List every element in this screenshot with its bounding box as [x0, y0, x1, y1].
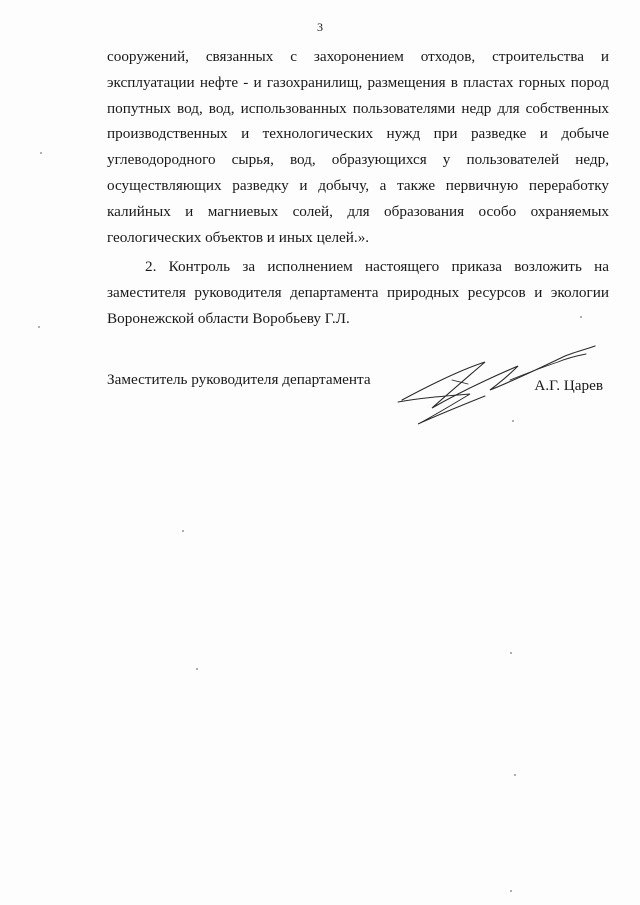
text-line: заместителя руководителя департамента природных ресурсов и экологии	[107, 283, 609, 301]
text-line: углеводородного сырья, вод, образующихся у пользователей недр,	[107, 151, 609, 169]
text-line: попутных вод, вод, использованных пользователями недр для собственных	[107, 99, 609, 117]
signatory-name: А.Г. Царев	[534, 377, 603, 394]
scan-speck	[510, 890, 512, 892]
paragraph-control-clause	[107, 254, 609, 331]
text-line: калийных и магниевых солей, для образования особо охраняемых	[107, 202, 609, 220]
scan-speck	[182, 530, 184, 532]
scan-speck	[40, 152, 42, 154]
scan-speck	[580, 316, 582, 318]
scan-speck	[512, 420, 514, 422]
text-line: Воронежской области Воробьеву Г.Л.	[107, 309, 350, 327]
page-number: 3	[317, 20, 323, 34]
signatory-title: Заместитель руководителя департамента	[107, 371, 371, 388]
text-line: производственных и технологических нужд при разведке и добыче	[107, 125, 609, 143]
text-line: геологических объектов и иных целей.».	[107, 228, 370, 246]
text-line: осуществляющих разведку и добычу, а также первичную переработку	[107, 176, 609, 194]
handwritten-signature	[390, 340, 600, 430]
scan-speck	[514, 774, 516, 776]
text-line: сооружений, связанных с захоронением отходов, строительства и	[107, 48, 609, 65]
paragraph-continuation	[107, 44, 609, 250]
text-line: 2. Контроль за исполнением настоящего приказа возложить на	[145, 258, 609, 275]
text-line: эксплуатации нефте - и газохранилищ, размещения в пластах горных пород	[107, 73, 609, 91]
scan-speck	[196, 668, 198, 670]
scan-speck	[38, 326, 40, 328]
scan-speck	[510, 652, 512, 654]
